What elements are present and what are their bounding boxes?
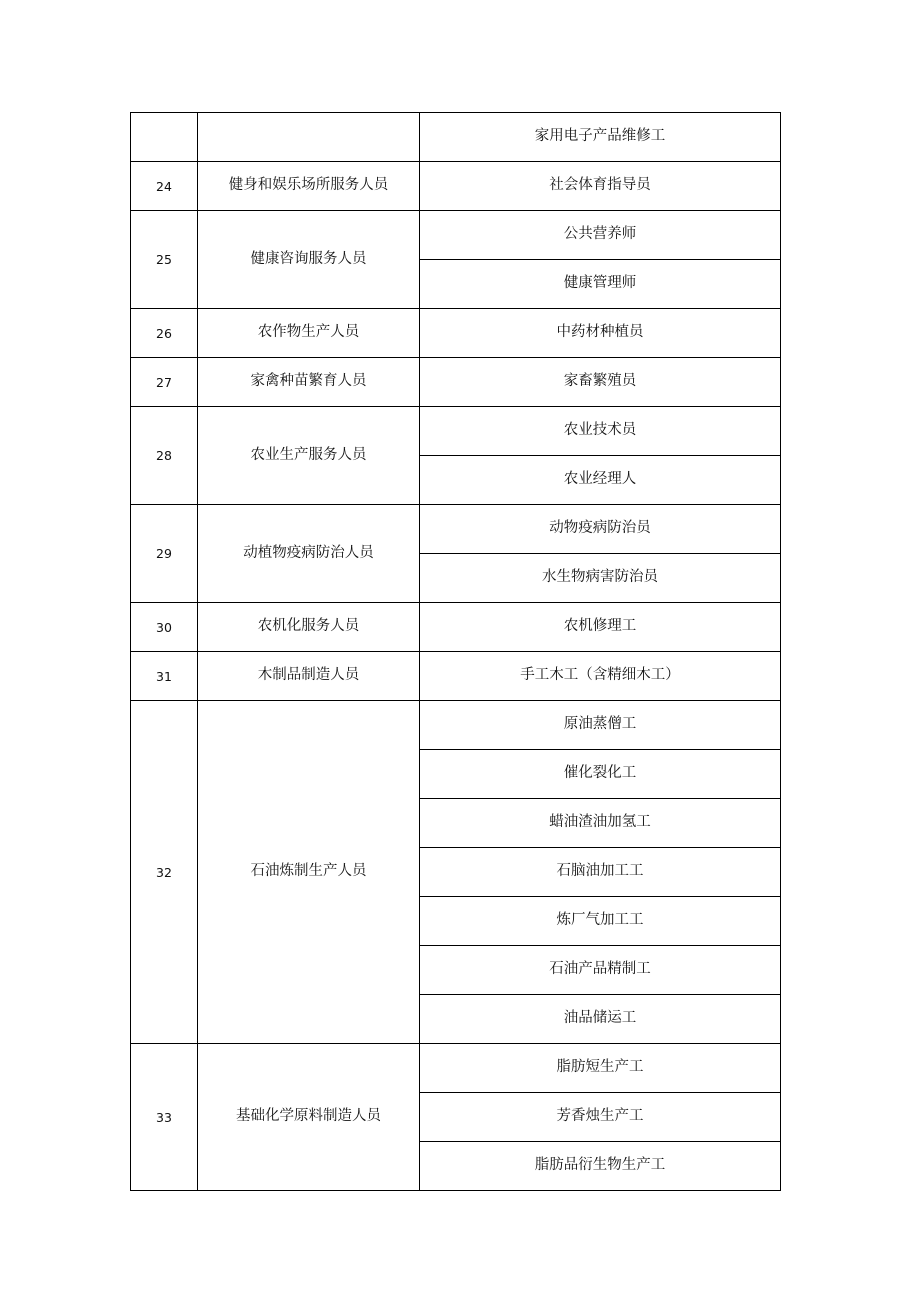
occupation-name: 石油产品精制工 [420, 946, 781, 995]
occupation-name: 家畜繁殖员 [420, 358, 781, 407]
occupation-table [130, 112, 781, 1191]
occupation-name: 家用电子产品维修工 [420, 113, 781, 162]
occupation-category [198, 113, 420, 162]
occupation-name: 炼厂气加工工 [420, 897, 781, 946]
occupation-name: 公共营养师 [420, 211, 781, 260]
occupation-category: 农业生产服务人员 [198, 407, 420, 505]
table-row [131, 701, 781, 750]
occupation-name: 原油蒸僧工 [420, 701, 781, 750]
occupation-category: 家禽种苗繁育人员 [198, 358, 420, 407]
occupation-name: 农机修理工 [420, 603, 781, 652]
row-number: 28 [131, 407, 198, 505]
occupation-name: 油品储运工 [420, 995, 781, 1044]
occupation-name: 石脑油加工工 [420, 848, 781, 897]
occupation-category: 健康咨询服务人员 [198, 211, 420, 309]
row-number [131, 113, 198, 162]
row-number: 26 [131, 309, 198, 358]
occupation-category: 石油炼制生产人员 [198, 701, 420, 1044]
table-row [131, 1044, 781, 1093]
occupation-name: 农业经理人 [420, 456, 781, 505]
occupation-category: 基础化学原料制造人员 [198, 1044, 420, 1191]
occupation-table-body [131, 113, 781, 1191]
row-number: 31 [131, 652, 198, 701]
occupation-name: 芳香烛生产工 [420, 1093, 781, 1142]
occupation-name: 健康管理师 [420, 260, 781, 309]
table-row [131, 603, 781, 652]
table-row [131, 407, 781, 456]
table-row [131, 652, 781, 701]
occupation-name: 动物疫病防治员 [420, 505, 781, 554]
table-row [131, 358, 781, 407]
occupation-category: 健身和娱乐场所服务人员 [198, 162, 420, 211]
occupation-category: 农机化服务人员 [198, 603, 420, 652]
row-number: 33 [131, 1044, 198, 1191]
table-row [131, 113, 781, 162]
occupation-name: 脂肪品衍生物生产工 [420, 1142, 781, 1191]
row-number: 32 [131, 701, 198, 1044]
occupation-category: 农作物生产人员 [198, 309, 420, 358]
row-number: 27 [131, 358, 198, 407]
row-number: 30 [131, 603, 198, 652]
table-row [131, 162, 781, 211]
row-number: 25 [131, 211, 198, 309]
row-number: 29 [131, 505, 198, 603]
occupation-name: 中药材种植员 [420, 309, 781, 358]
occupation-name: 社会体育指导员 [420, 162, 781, 211]
table-row [131, 309, 781, 358]
table-row [131, 505, 781, 554]
occupation-category: 动植物疫病防治人员 [198, 505, 420, 603]
table-row [131, 211, 781, 260]
occupation-name: 农业技术员 [420, 407, 781, 456]
occupation-category: 木制品制造人员 [198, 652, 420, 701]
occupation-name: 蜡油渣油加氢工 [420, 799, 781, 848]
occupation-name: 脂肪短生产工 [420, 1044, 781, 1093]
row-number: 24 [131, 162, 198, 211]
occupation-name: 水生物病害防治员 [420, 554, 781, 603]
occupation-name: 手工木工（含精细木工） [420, 652, 781, 701]
occupation-name: 催化裂化工 [420, 750, 781, 799]
